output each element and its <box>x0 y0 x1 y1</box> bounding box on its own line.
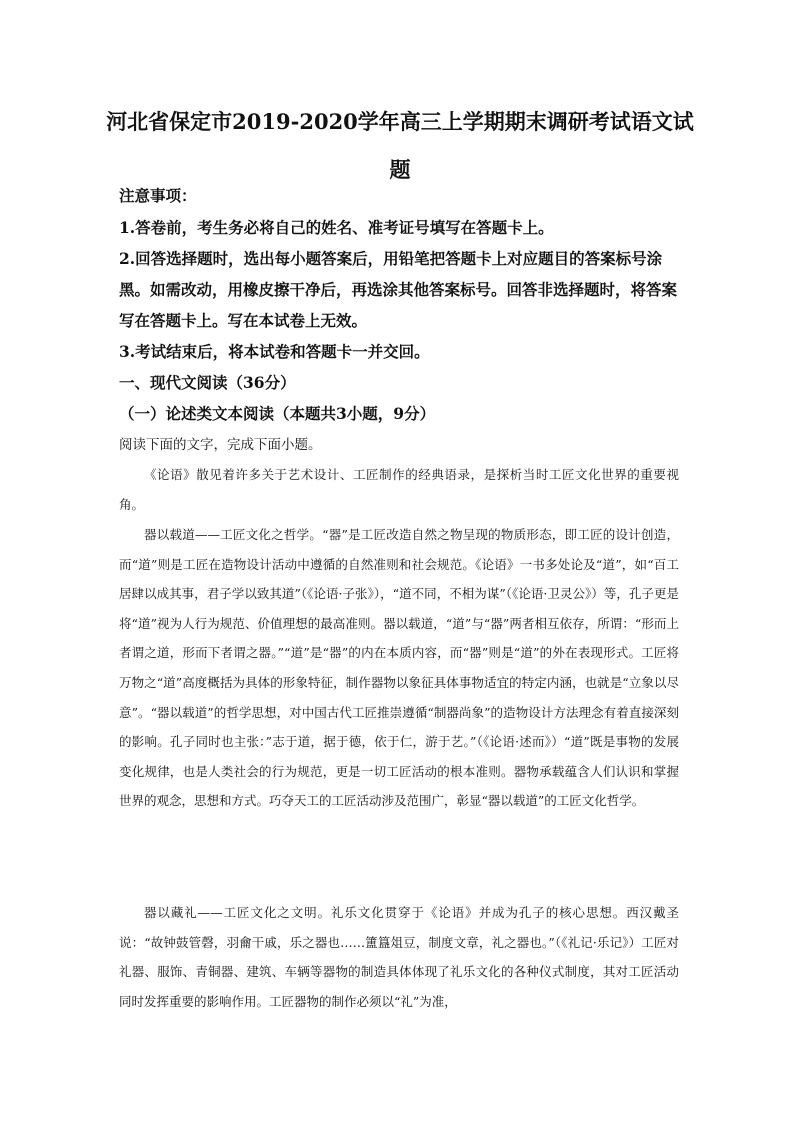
notice-heading: 注意事项： <box>119 186 197 205</box>
notice-item-3: 3.考试结束后，将本试卷和答题卡一并交回。 <box>119 342 430 361</box>
subsection-heading: （一）论述类文本阅读（本题共3小题，9分） <box>119 404 436 423</box>
document-title: 河北省保定市2019-2020学年高三上学期期末调研考试语文试题 <box>106 109 694 182</box>
notice-item-2: 2.回答选择题时，选出每小题答案后，用铅笔把答题卡上对应题目的答案标号涂黑。如需改动，用橡皮擦干净后，再选涂其他答案标号。回答非选择题时，将答案写在答题卡上。写在本试卷上无效。 <box>119 249 678 330</box>
section-heading: 一、现代文阅读（36分） <box>119 373 296 392</box>
passage-paragraph-2: 器以载道——工匠文化之哲学。“器”是工匠改造自然之物呈现的物质形态，即工匠的设计创造，而“道”则是工匠在造物设计活动中遵循的自然准则和社会规范。《论语》一书多处论及“道”，如“百工居肆以成其事，君子学以致其道”（《论语·子张》），“道不同，不相为谋”（《论语·卫灵公》）等，孔子更是将“道”视为人行为规范、价值理想的最高准则。器以载道，“道”与“器”两者相互依存，所谓：“形而上者谓之道，形而下者谓之器。”“道”是“器”的内在本质内容，而“器”则是“道”的外在表现形式。工匠将万物之“道”高度概括为具体的形象特征，制作器物以象征具体事物适宜的特定内涵，也就是“立象以尽意”。“器以载道”的哲学思想，对中国古代工匠推崇遵循“制器尚象”的造物设计方法理念有着直接深刻的影响。孔子同时也主张：”志于道，据于德，依于仁，游于艺。”（《论语·述而》）“道”既是事物的发展变化规律，也是人类社会的行为规范，更是一切工匠活动的根本准则。器物承载蕴含人们认识和掌握世界的观念，思想和方式。巧夺天工的工匠活动涉及范围广，彰显“器以载道”的工匠文化哲学。 <box>119 527 679 809</box>
passage-paragraph-3: 器以藏礼——工匠文化之文明。礼乐文化贯穿于《论语》并成为孔子的核心思想。西汉戴圣说：“故钟鼓管磬，羽龠干戚，乐之器也……簠簋俎豆，制度文章，礼之器也。”（《礼记·乐记》）工匠对礼器、服饰、青铜器、建筑、车辆等器物的制造具体体现了礼乐文化的各种仪式制度，其对工匠活动同时发挥重要的影响作用。工匠器物的制作必须以“礼”为准， <box>119 905 679 1009</box>
notice-item-1: 1.答卷前，考生务必将自己的姓名、准考证号填写在答题卡上。 <box>119 218 554 237</box>
passage-paragraph-1: 《论语》散见着许多关于艺术设计、工匠制作的经典语录，是探析当时工匠文化世界的重要视角。 <box>119 467 679 512</box>
reading-instruction: 阅读下面的文字，完成下面小题。 <box>119 437 322 453</box>
